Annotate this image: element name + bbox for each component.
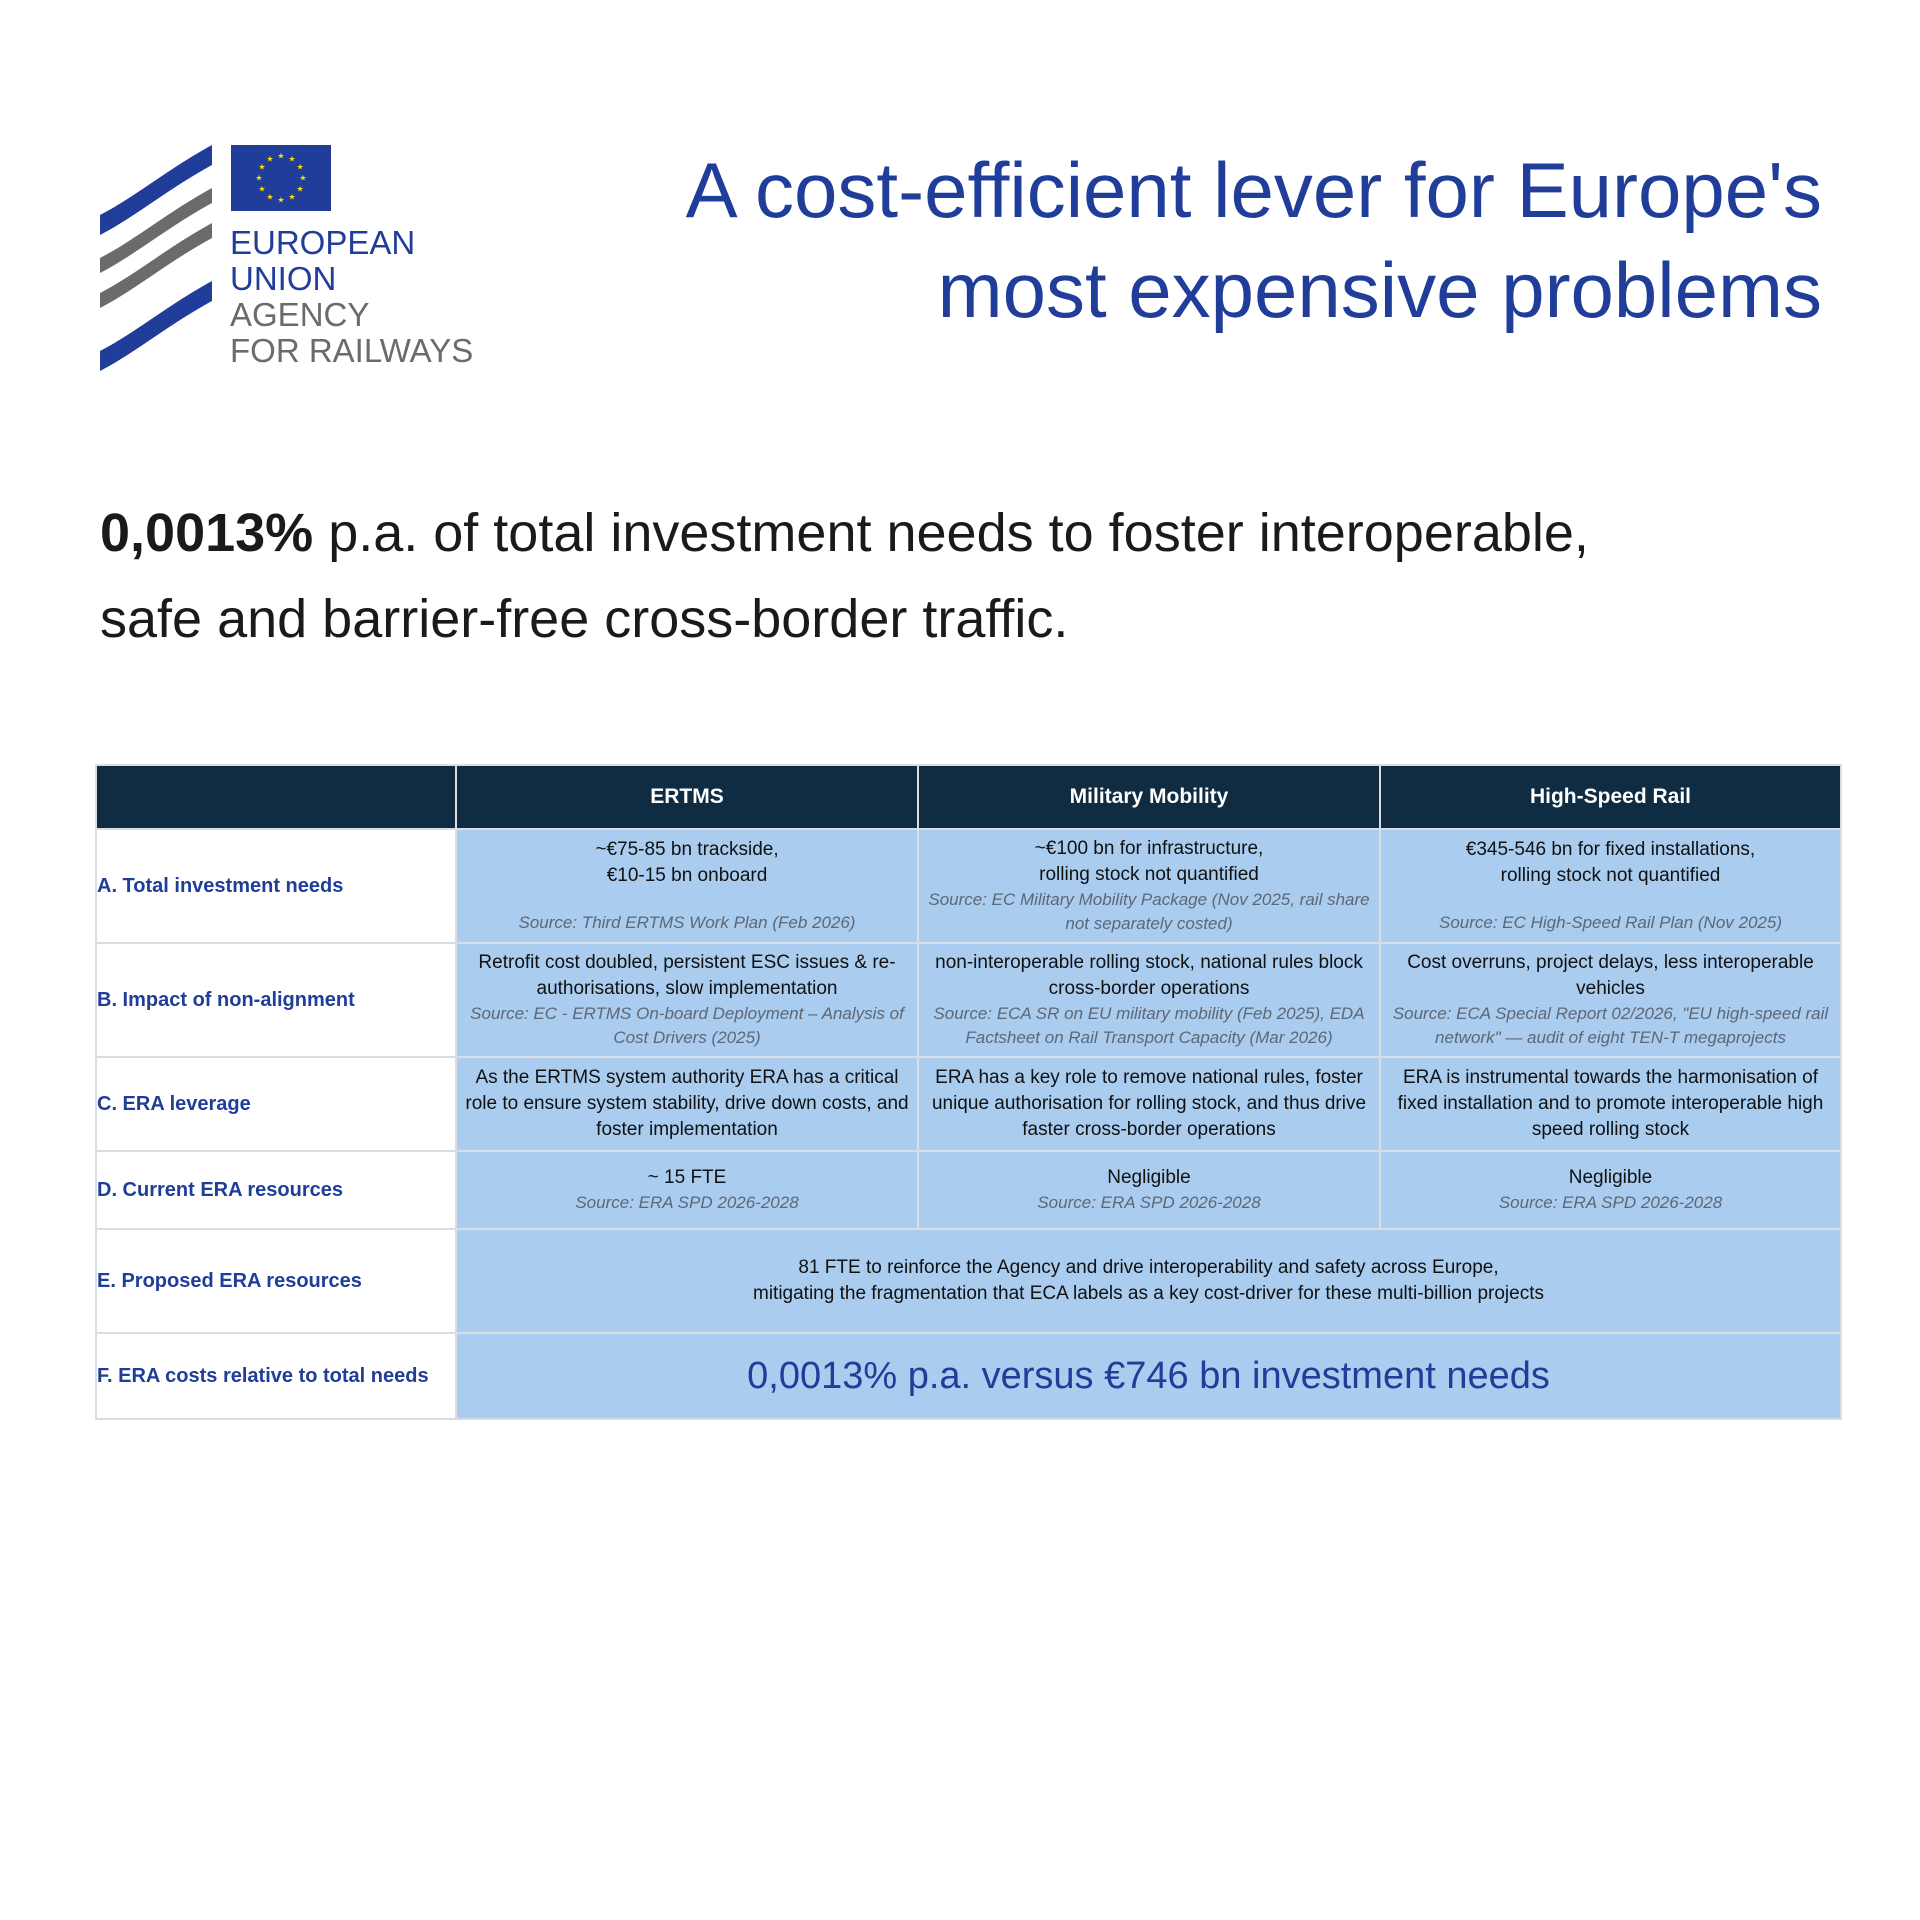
table-cell [1380, 829, 1841, 943]
cell-source: Source: ECA SR on EU military mobility (Feb 2025), EDA Factsheet on Rail Transport Capacity (Mar 2026) [933, 1004, 1365, 1047]
table-cell [456, 829, 918, 943]
headline-text-1: p.a. of total investment needs to foster interoperable, [313, 503, 1589, 563]
flag-star-icon: ★ [277, 195, 285, 205]
cell-text: Cost overruns, project delays, less interoperable vehicles [1407, 952, 1814, 999]
cell-source: Source: ERA SPD 2026-2028 [1037, 1193, 1261, 1212]
header-ertms: ERTMS [456, 765, 918, 829]
header-military-mobility: Military Mobility [918, 765, 1380, 829]
table-cell [1380, 1151, 1841, 1229]
table-header-row [96, 765, 1841, 829]
logo-line-2: UNION [230, 260, 337, 297]
cell-text: rolling stock not quantified [1500, 865, 1721, 886]
cell-text: ~€100 bn for infrastructure, [1034, 838, 1264, 859]
cell-text: ~ 15 FTE [647, 1167, 727, 1188]
table-row [96, 1151, 1841, 1229]
cell-text: Retrofit cost doubled, persistent ESC issues & re-authorisations, slow implementation [478, 952, 896, 999]
logo-text [230, 225, 473, 369]
cell-text: As the ERTMS system authority ERA has a critical role to ensure system stability, drive down costs, and foster implementation [465, 1067, 909, 1140]
cell-text: ERA is instrumental towards the harmonisation of fixed installation and to promote interoperable high speed rolling stock [1397, 1067, 1824, 1140]
cell-source: Source: ERA SPD 2026-2028 [1498, 1193, 1723, 1212]
row-label: B. Impact of non-alignment [96, 943, 456, 1057]
flag-star-icon: ★ [266, 154, 274, 164]
era-logo [98, 143, 478, 373]
flag-star-icon: ★ [277, 151, 285, 161]
flag-star-icon: ★ [258, 162, 266, 172]
cell-text: ERA has a key role to remove national rules, foster unique authorisation for rolling stock, and thus drive faster cross-border operations [931, 1067, 1367, 1140]
cell-source: Source: EC - ERTMS On-board Deployment – Analysis of Cost Drivers (2025) [470, 1004, 904, 1047]
table-row [96, 1057, 1841, 1151]
headline-text-2: safe and barrier-free cross-border traffic. [100, 589, 1069, 649]
cell-source: Source: ERA SPD 2026-2028 [575, 1193, 799, 1212]
header-high-speed-rail: High-Speed Rail [1380, 765, 1841, 829]
cell-text: non-interoperable rolling stock, national rules block cross-border operations [935, 952, 1363, 999]
table-cell [456, 1057, 918, 1151]
cost-ratio-cell: 0,0013% p.a. versus €746 bn investment needs [456, 1333, 1841, 1419]
table-row [96, 829, 1841, 943]
flag-star-icon: ★ [266, 192, 274, 202]
cell-text: rolling stock not quantified [1039, 864, 1259, 885]
comparison-table [95, 764, 1842, 1420]
row-label: A. Total investment needs [96, 829, 456, 943]
table-cell [918, 1151, 1380, 1229]
cell-text: €10-15 bn onboard [606, 865, 768, 886]
cell-source: Source: Third ERTMS Work Plan (Feb 2026) [518, 913, 856, 932]
cell-text: 81 FTE to reinforce the Agency and drive interoperability and safety across Europe, [798, 1257, 1499, 1278]
row-label: C. ERA leverage [96, 1057, 456, 1151]
cell-text: €345-546 bn for fixed installations, [1465, 839, 1756, 860]
row-label: E. Proposed ERA resources [96, 1229, 456, 1333]
cell-text: Negligible [1568, 1167, 1653, 1188]
flag-star-icon: ★ [288, 192, 296, 202]
cell-source: Source: EC High-Speed Rail Plan (Nov 2025) [1438, 913, 1782, 932]
row-label: F. ERA costs relative to total needs [96, 1333, 456, 1419]
cell-text: mitigating the fragmentation that ECA labels as a key cost-driver for these multi-billion projects [753, 1283, 1544, 1304]
table-cell [1380, 943, 1841, 1057]
cell-source: Source: ECA Special Report 02/2026, "EU high-speed rail network" — audit of eight TEN-T megaprojects [1392, 1004, 1829, 1047]
headline-percentage: 0,0013% [100, 503, 314, 563]
cell-source: Source: EC Military Mobility Package (Nov 2025, rail share not separately costed) [928, 890, 1370, 933]
table-cell [918, 829, 1380, 943]
table-cell [918, 1057, 1380, 1151]
eu-flag-icon [231, 145, 331, 211]
table-row [96, 943, 1841, 1057]
flag-star-icon: ★ [255, 173, 263, 183]
flag-star-icon: ★ [296, 184, 304, 194]
logo-line-3: AGENCY [230, 296, 370, 333]
header-empty [96, 765, 456, 829]
cell-text: Negligible [1107, 1167, 1191, 1188]
flag-star-icon: ★ [258, 184, 266, 194]
table-cell [456, 1151, 918, 1229]
cell-text: ~€75-85 bn trackside, [595, 839, 779, 860]
table-cell [456, 943, 918, 1057]
flag-star-icon: ★ [288, 154, 296, 164]
table-cell [918, 943, 1380, 1057]
table-row [96, 1333, 1841, 1419]
logo-line-1: EUROPEAN [230, 224, 416, 261]
table-cell [1380, 1057, 1841, 1151]
row-label: D. Current ERA resources [96, 1151, 456, 1229]
headline [100, 490, 1700, 662]
era-logo-mark [98, 143, 228, 373]
table-row [96, 1229, 1841, 1333]
flag-star-icon: ★ [296, 162, 304, 172]
logo-line-4: FOR RAILWAYS [230, 332, 474, 369]
flag-star-icon: ★ [299, 173, 307, 183]
proposed-resources-cell [456, 1229, 1841, 1333]
page-title: A cost-efficient lever for Europe's most expensive problems [685, 146, 1822, 334]
